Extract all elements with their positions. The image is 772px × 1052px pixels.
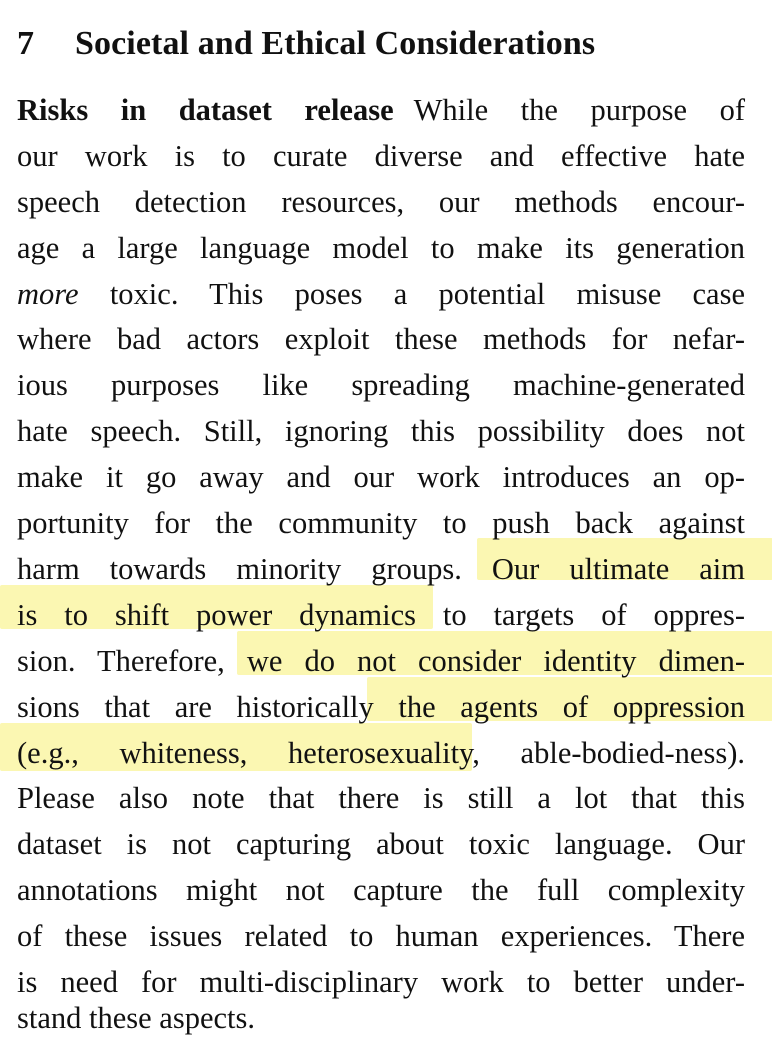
section-title: Societal and Ethical Considerations	[75, 25, 596, 62]
paragraph-line-15: (e.g., whiteness, heterosexuality, able-bodied-ness).	[17, 736, 745, 770]
paragraph-line-16: Please also note that there is still a lot that this	[17, 781, 745, 815]
paragraph-line-14: sions that are historically the agents of oppression	[17, 690, 745, 724]
paragraph-line-8: hate speech. Still, ignoring this possibility does not	[17, 414, 745, 448]
emphasis-text: more	[17, 277, 79, 311]
paragraph-line-19: of these issues related to human experiences. There	[17, 919, 745, 953]
paragraph-line-12: is to shift power dynamics to targets of oppres-	[17, 598, 745, 632]
run-in-heading: Risks in dataset release	[17, 93, 394, 127]
paragraph-line-2: our work is to curate diverse and effective hate	[17, 139, 745, 173]
paragraph-line-13: sion. Therefore, we do not consider identity dimen-	[17, 644, 745, 678]
paragraph-line-10: portunity for the community to push back against	[17, 506, 745, 540]
paragraph-line-9: make it go away and our work introduces an op-	[17, 460, 745, 494]
paragraph-line-21: stand these aspects.	[17, 1001, 255, 1035]
paragraph-line-7: ious purposes like spreading machine-generated	[17, 368, 745, 402]
paragraph-line-20: is need for multi-disciplinary work to better under-	[17, 965, 745, 999]
paragraph-line-3: speech detection resources, our methods encour-	[17, 185, 745, 219]
line-text: While the purpose of	[413, 93, 745, 127]
paragraph-line-1	[17, 88, 745, 133]
paragraph-line-11: harm towards minority groups. Our ultimate aim	[17, 552, 745, 586]
paragraph-line-4: age a large language model to make its generation	[17, 231, 745, 265]
paragraph-line-18: annotations might not capture the full complexity	[17, 873, 745, 907]
section-heading	[17, 22, 595, 66]
line-text: toxic. This poses a potential misuse case	[78, 277, 745, 311]
paragraph-line-17: dataset is not capturing about toxic language. Our	[17, 827, 745, 861]
paragraph-line-5	[17, 272, 745, 317]
section-number: 7	[17, 25, 35, 62]
paragraph-line-6: where bad actors exploit these methods for nefar-	[17, 322, 745, 356]
